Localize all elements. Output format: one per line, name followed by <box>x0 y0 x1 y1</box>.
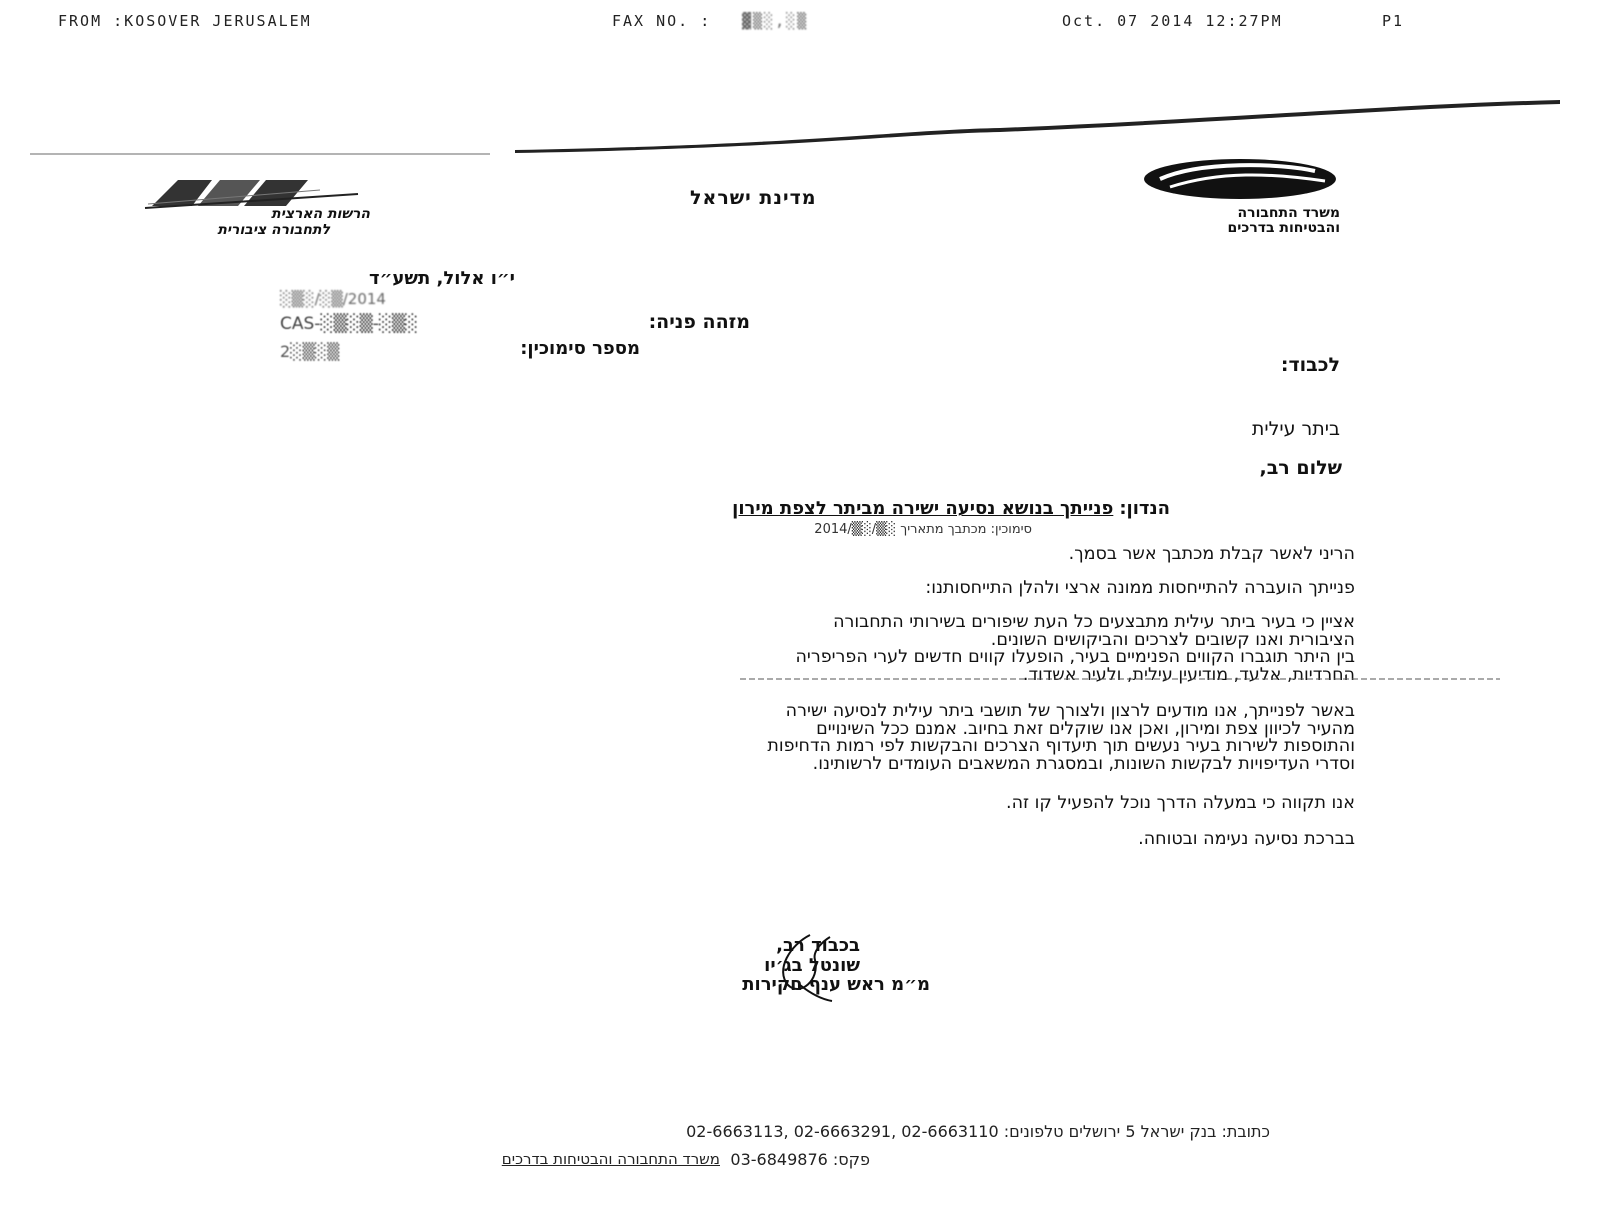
paragraph-3 <box>255 614 1355 684</box>
footer-fax: פקס: 03-6849876 <box>730 1150 870 1169</box>
paragraph-3-line-4: החרדיות, אלעד, מודיעין עילית, ולעיר אשדוד. <box>1022 664 1355 685</box>
paragraph-4-line-2: מהעיר לכיוון צפת ומירון, ואכן אנו שוקלים זאת בחיוב. אמנם ככל השינויים <box>816 718 1355 739</box>
subject-reference: סימוכין: מכתבך מתאריך ░▒/░▒/2014 <box>814 522 1032 537</box>
paragraph-3-line-1: אציין כי בעיר ביתר עילית מתבצעים כל העת שיפורים בשירותי התחבורה <box>833 612 1355 632</box>
fax-date: Oct. 07 2014 12:27PM <box>1062 12 1283 30</box>
fax-number-value: ▓▒░,░▒ <box>742 12 809 30</box>
footer-ministry-link[interactable]: משרד התחבורה והבטיחות בדרכים <box>501 1150 720 1168</box>
ministry-name-line2: והבטיחות בדרכים <box>1227 220 1340 236</box>
file-number-label: מספר סימוכין: <box>520 338 640 359</box>
signature-title: מ״מ ראש ענף חקירות <box>742 974 930 995</box>
nat-transport-authority-logo <box>140 176 370 238</box>
subject-label: הנדון: <box>1119 498 1170 519</box>
ministry-emblem-icon <box>1140 157 1340 207</box>
authority-name-line1: הרשות הארצית <box>271 206 370 222</box>
paragraph-5: אנו תקווה כי במעלה הדרך נוכל להפעיל קו זה. <box>1006 793 1355 813</box>
signature-closing: בכבוד רב, <box>776 935 860 956</box>
scan-edge-lines <box>0 90 1600 165</box>
scan-strike-line <box>740 676 1500 682</box>
paragraph-6: בברכת נסיעה נעימה ובטוחה. <box>1138 829 1355 849</box>
subject-text: פנייתך בנושא נסיעה ישירה מביתר לצפת מירון <box>732 498 1114 519</box>
paragraph-4 <box>255 703 1355 773</box>
ministry-logo <box>1140 157 1340 237</box>
authority-name-line2: לתחבורה ציבורית <box>217 222 330 238</box>
ministry-name-line1: משרד התחבורה <box>1237 205 1340 221</box>
paragraph-1: הריני לאשר קבלת מכתבך אשר בסמך. <box>1068 544 1355 564</box>
paragraph-4-line-3: והתוספות לשירות בעיר נעשים תוך תיעדוף הצרכים והבקשות לפי רמות הדחיפות <box>767 736 1355 756</box>
recipient-city: ביתר עילית <box>1251 418 1340 440</box>
ref-value: CAS-░▒░▒-░▒░ <box>280 314 419 334</box>
subject-line <box>732 498 1170 519</box>
letter-date-hebrew: י״ו אלול, תשע״ד <box>369 268 515 289</box>
fax-page: P1 <box>1382 12 1405 30</box>
greeting: שלום רב, <box>1259 457 1342 479</box>
fax-from: FROM :KOSOVER JERUSALEM <box>58 12 312 30</box>
paragraph-3-line-3: בין היתר תוגברו הקווים הפנימיים בעיר, הופעלו קווים חדשים לערי הפריפריה <box>795 647 1355 667</box>
footer-address: כתובת: בנק ישראל 5 ירושלים טלפונים: 02-6663110 ,02-6663291 ,02-6663113 <box>686 1122 1270 1141</box>
scan-line-right <box>515 100 1560 153</box>
to-label: לכבוד: <box>1280 354 1340 376</box>
paragraph-4-line-1: באשר לפנייתך, אנו מודעים לרצון ולצורך של תושבי ביתר עילית לנסיעה ישירה <box>785 701 1355 721</box>
handwritten-signature <box>770 925 840 1005</box>
paragraph-3-line-2: הציבורית ואנו קשובים לצרכים והביקושים השונים. <box>990 629 1355 650</box>
fax-number-label: FAX NO. : <box>612 12 712 30</box>
transport-authority-emblem-icon <box>140 176 370 210</box>
paragraph-4-line-4: וסדרי העדיפויות לבקשות השונות, ובמסגרת המשאבים העומדים לרשותינו. <box>812 753 1355 774</box>
ref-label: מזהה פניה: <box>648 311 750 333</box>
file-number-value: 2░▒░▒ <box>280 342 340 361</box>
state-of-israel-title: מדינת ישראל <box>690 187 817 209</box>
paragraph-2: פנייתך הועברה להתייחסות ממונה ארצי ולהלן התייחסותנו: <box>925 578 1355 598</box>
signature-name: שונטל בג׳יו <box>764 955 860 976</box>
letter-date-numeric: ░▒░/░▒/2014 <box>280 290 386 308</box>
